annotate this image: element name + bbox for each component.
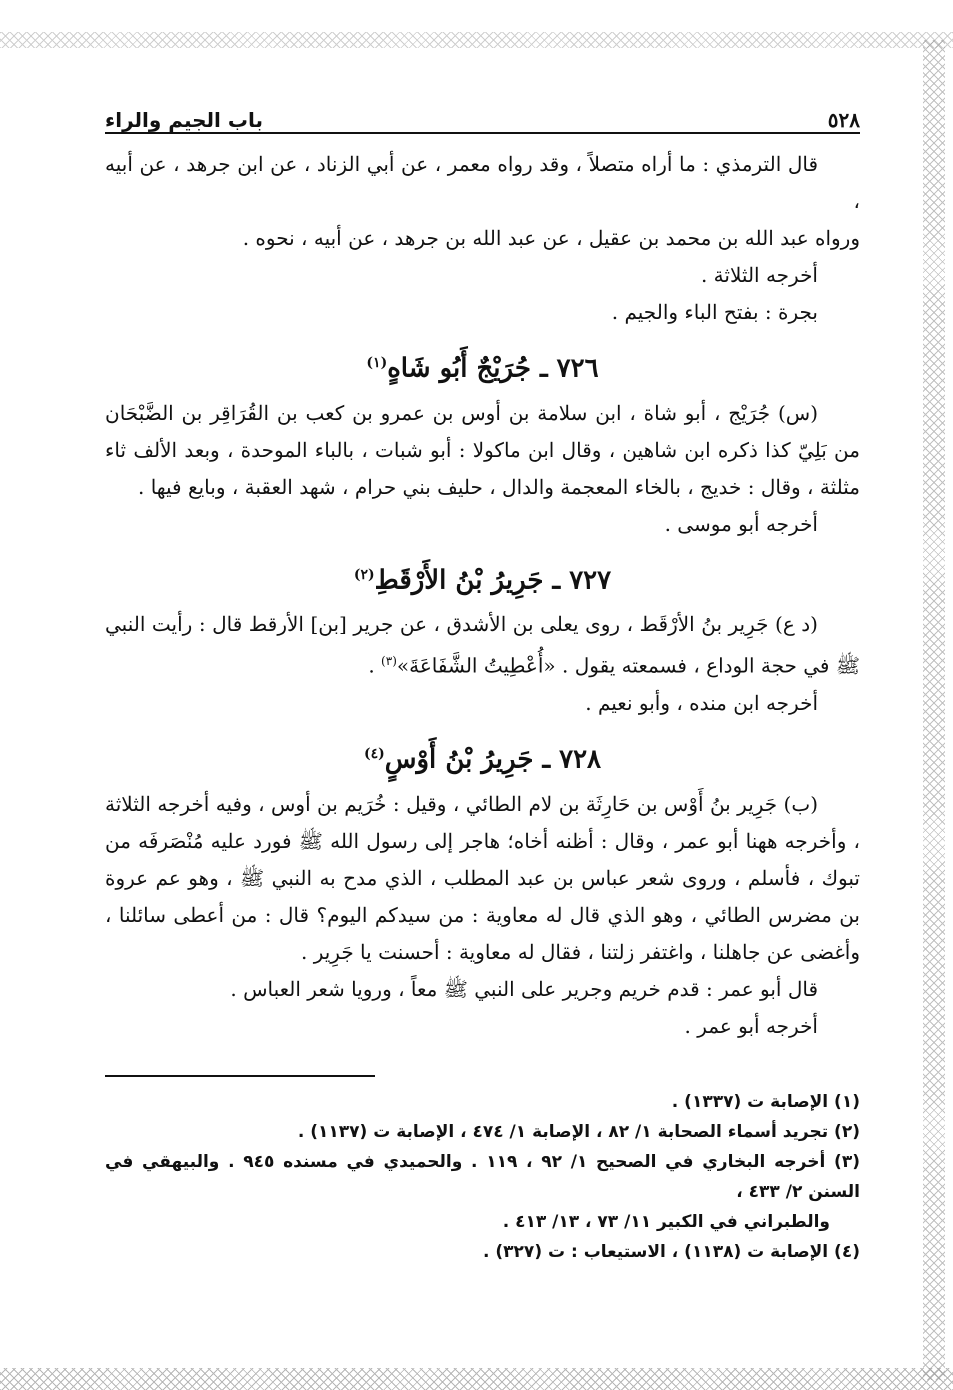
page-header xyxy=(105,98,860,134)
running-title: باب الجيم والراء xyxy=(105,108,263,132)
entry-727-note-ref: (٢) xyxy=(353,566,375,583)
entry-727-body-end: . xyxy=(368,653,382,678)
footnote-3: (٣) أخرجه البخاري في الصحيح ١/ ٩٢ ، ١١٩ . والحميدي في مسنده ٩٤٥ . والبيهقي في السنن ٢/ ٤٣٣ ، xyxy=(105,1151,860,1202)
footnote-3-continuation: والطبراني في الكبير ١١/ ٧٣ ، ١٣/ ٤١٣ . xyxy=(502,1211,830,1232)
decorative-border-top xyxy=(0,32,953,48)
decorative-border-bottom xyxy=(0,1368,953,1390)
entry-728-note-ref: (٤) xyxy=(363,745,385,762)
entry-728-source: أخرجه أبو عمر . xyxy=(684,1013,818,1038)
entry-728-title-text: ٧٢٨ ـ جَرِيرُ بْنُ أَوْسٍ xyxy=(384,744,602,775)
book-page xyxy=(105,98,860,1267)
entry-726-title xyxy=(105,343,860,389)
page-number: ٥٢٨ xyxy=(827,108,860,132)
entry-728-extra: قال أبو عمر : قدم خريم وجرير على النبي ﷺ معاً ، ورويا شعر العباس . xyxy=(230,976,818,1001)
footnotes xyxy=(105,1087,860,1267)
entry-727-title-text: ٧٢٧ ـ جَرِيرُ بْنُ الأَرْقَطِ xyxy=(374,565,612,596)
entry-727-title xyxy=(105,555,860,601)
entry-727-body-note-ref: (٣) xyxy=(381,654,397,669)
footnote-1: (١) الإصابة ت (١٣٣٧) . xyxy=(671,1091,860,1112)
intro-line-2: ورواه عبد الله بن محمد بن عقيل ، عن عبد الله بن جرهد ، عن أبيه ، نحوه . xyxy=(242,226,860,250)
entry-727-source: أخرجه ابن منده ، وأبو نعيم . xyxy=(585,690,818,715)
intro-line-1: قال الترمذي : ما أراه متصلاً ، وقد رواه معمر ، عن أبي الزناد ، عن ابن جرهد ، عن أبيه ، xyxy=(105,152,860,213)
entry-726-note-ref: (١) xyxy=(366,355,388,371)
entry-728-title xyxy=(105,734,860,780)
intro-line-4: بجرة : بفتح الباء والجيم . xyxy=(611,300,818,324)
decorative-border-right xyxy=(923,40,945,1380)
entry-726-title-text: ٧٢٦ ـ جُرَيْجٌ أَبُو شَاهٍ xyxy=(387,353,599,384)
footnote-4: (٤) الإصابة ت (١١٣٨) ، الاستيعاب : ت (٣٢٧) . xyxy=(483,1241,860,1262)
entry-726-source: أخرجه أبو موسى . xyxy=(664,511,818,536)
footnote-divider xyxy=(105,1075,375,1077)
intro-line-3: أخرجه الثلاثة . xyxy=(700,263,818,287)
entry-726-body: (س) جُرَيْج ، أبو شاة ، ابن سلامة بن أوس بن عمرو بن كعب بن القُرَاقِر بن الضَّبْحَان من بَلِيّ كذا ذكره ابن شاهين ، وقال ابن ماكولا : أبو شبات ، بالباء الموحدة ، وبعد الألف ثاء مثلثة ، وقال : خديج ، بالخاء المعجمة والدال ، حليف بني حرام ، شهد العقبة ، وبايع فيها . xyxy=(105,400,860,499)
entry-728-body: (ب) جَرِير بنُ أَوْس بن حَارِثَة بن لام الطائي ، وقيل : خُرَيم بن أوس ، وفيه أخرجه الثلاثة ، وأخرجه ههنا أبو عمر ، وقال : أظنه أخاه؛ هاجر إلى رسول الله ﷺ فورد عليه مُنْصَرفَه من تبوك ، فأسلم ، وروى شعر عباس بن عبد المطلب ، الذي مدح به النبي ﷺ ، وهو عم عروة بن مضرس الطائي ، وهو الذي قال له معاوية : من سيدكم اليوم؟ قال : من أعطى سائلنا ، وأغضى عن جاهلنا ، واغتفر زلتنا ، فقال له معاوية : أحسنت يا جَرِير . xyxy=(105,791,860,964)
entry-727-body xyxy=(105,606,860,685)
entry-727-body-text: (د ع) جَرِير بنُ الأرْقَط ، روى يعلى بن الأشدق ، عن جرير [بن] الأرقط قال : رأيت النبي ﷺ في حجة الوداع ، فسمعته يقول . «أُعْطِيتُ الشَّفَاعَةَ» xyxy=(105,612,860,678)
footnote-2: (٢) تجريد أسماء الصحابة ١/ ٨٢ ، الإصابة ١/ ٤٧٤ ، الإصابة ت (١١٣٧) . xyxy=(297,1121,860,1142)
